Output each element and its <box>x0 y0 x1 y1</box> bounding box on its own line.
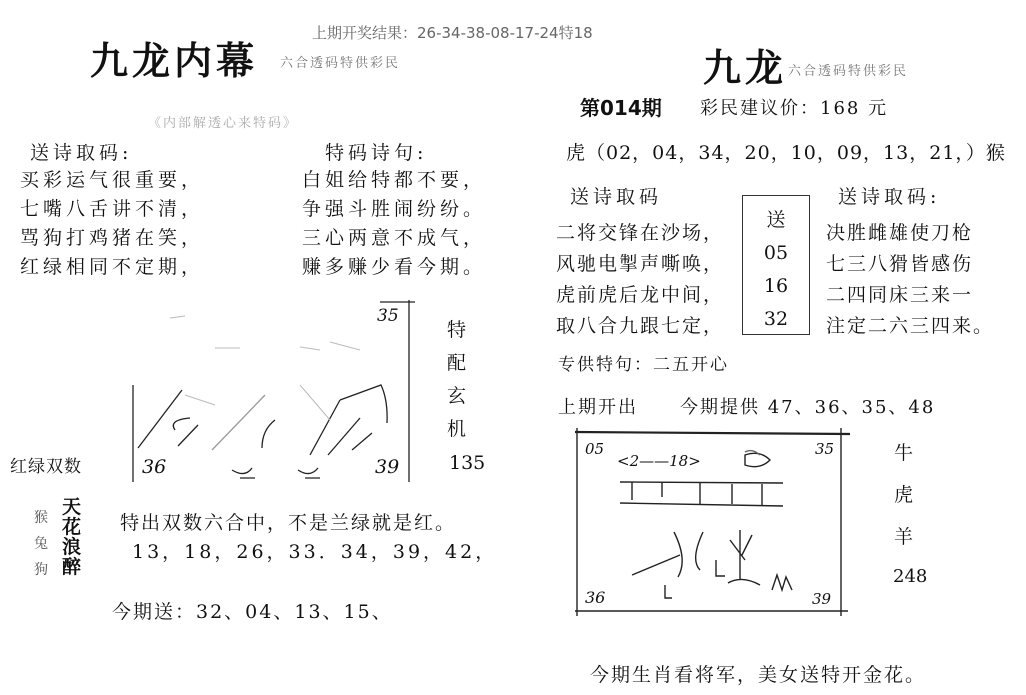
phrase-char: 天 <box>62 496 82 518</box>
right-poem-left-heading: 送诗取码 <box>570 186 663 208</box>
last-out-label: 上期开出 <box>558 397 638 418</box>
poem-line: 骂狗打鸡猪在笑， <box>20 227 205 249</box>
today-send: 今期送：32、04、13、15、 <box>112 601 393 623</box>
zodiac-number: 248 <box>893 566 928 587</box>
poem-line: 二四同床三来一 <box>826 284 974 306</box>
phrase-char: 醉 <box>62 556 82 578</box>
poem-line: 二将交锋在沙场， <box>556 222 725 244</box>
sketch-label-range: <2——18> <box>617 452 701 470</box>
zodiac-char: 羊 <box>894 526 914 548</box>
send-char: 送 <box>766 209 786 231</box>
mystery-char: 玄 <box>447 385 467 407</box>
send-number: 16 <box>763 275 789 297</box>
right-poem-heading: 特码诗句: <box>325 142 428 164</box>
right-poem-right-heading: 送诗取码: <box>838 186 941 208</box>
send-number: 32 <box>763 308 789 330</box>
mystery-char: 特 <box>447 319 467 341</box>
today-provide: 今期提供 47、36、35、48 <box>680 397 936 418</box>
special-phrase: 专供特句：二五开心 <box>558 355 729 375</box>
side-label: 红绿双数 <box>10 457 82 477</box>
phrase-char: 浪 <box>62 536 82 558</box>
footer-line: 今期生肖看将军，美女送特开金花。 <box>590 664 927 686</box>
poem-line: 赚多赚少看今期。 <box>302 256 487 278</box>
poem-line: 七三八猾皆感伤 <box>826 253 974 275</box>
special-line: 特出双数六合中，不是兰绿就是红。 <box>120 512 457 534</box>
poem-line: 取八合九跟七定， <box>556 315 725 337</box>
left-subtitle: 六合透码特供彩民 <box>280 56 401 71</box>
poem-line: 决胜雌雄使刀枪 <box>826 222 974 244</box>
mystery-number: 135 <box>449 452 486 474</box>
sketch-label-35: 35 <box>815 440 835 458</box>
last-result-banner: 上期开奖结果：26-34-38-08-17-24特18 <box>312 24 593 42</box>
sketch-label-39: 39 <box>812 590 832 608</box>
right-title: 九龙 <box>703 45 788 90</box>
sketch-label-36: 36 <box>142 456 167 478</box>
zodiac-char: 狗 <box>34 562 48 578</box>
numbers-line: 13，18，26，33．34，39，42， <box>132 541 498 563</box>
right-subtitle: 六合透码特供彩民 <box>788 64 909 79</box>
poem-line: 风驰电掣声嘶唤， <box>556 253 725 275</box>
sketch-label-05: 05 <box>585 440 605 458</box>
send-number: 05 <box>763 242 789 264</box>
right-zodiac-column <box>894 432 913 558</box>
mystery-char: 配 <box>447 352 467 374</box>
poem-line: 白姐给特都不要， <box>302 169 487 191</box>
issue-number: 第014期 <box>580 96 662 120</box>
zodiac-char: 兔 <box>34 536 48 552</box>
zodiac-char: 虎 <box>894 484 914 506</box>
poem-line: 红绿相同不定期， <box>20 256 205 278</box>
poem-line: 虎前虎后龙中间， <box>556 284 725 306</box>
poem-line: 三心两意不成气， <box>302 227 487 249</box>
left-title: 九龙内幕 <box>90 38 259 83</box>
sketch-label-39: 39 <box>375 456 400 478</box>
poem-line: 争强斗胜闹纷纷。 <box>302 198 487 220</box>
range-line: 虎（02，04，34，20，10，09，13，21，）猴 <box>566 142 1006 164</box>
zodiac-char: 牛 <box>894 442 914 464</box>
poem-line: 注定二六三四来。 <box>826 315 995 337</box>
zodiac-char: 猴 <box>34 510 48 526</box>
poem-line: 七嘴八舌讲不清， <box>20 198 205 220</box>
mystery-char: 机 <box>447 418 467 440</box>
phrase-char: 花 <box>62 516 82 538</box>
sketch-label-35: 35 <box>377 306 399 326</box>
poem-line: 买彩运气很重要， <box>20 169 205 191</box>
left-faint-caption: 《内部解透心来特码》 <box>148 116 299 131</box>
price: 彩民建议价：168 元 <box>700 98 889 119</box>
sketch-label-36: 36 <box>585 588 606 607</box>
left-poem-heading: 送诗取码: <box>30 142 133 164</box>
